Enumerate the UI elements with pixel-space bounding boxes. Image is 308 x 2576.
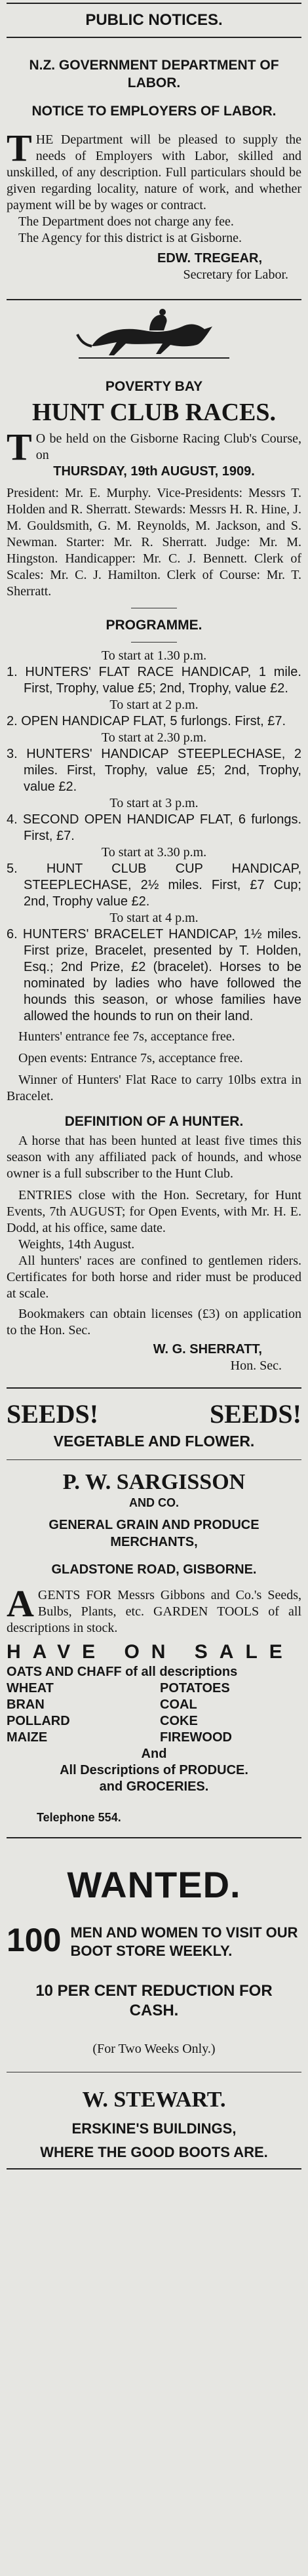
bottom-rule (7, 2168, 301, 2170)
wanted-text: MEN AND WOMEN TO VISIT OUR BOOT STORE WEEKLY. (70, 1924, 298, 1959)
event-start-time: To start at 3 p.m. (109, 796, 199, 810)
seeds-advert (7, 1399, 301, 1825)
seeds-groceries: and GROCERIES. (99, 1779, 209, 1794)
seeds-and: And (141, 1747, 167, 1761)
hunt-club-officials: President: Mr. E. Murphy. Vice-Presidents: Messrs T. Holden and R. Sherratt. Stewards: Messrs H. R. Hine, J. M. Gouldsmith, G. M. Reynolds, M. Jackson, and S. Newman. Starter: Mr. R. Sherratt. Judge: Mr. M. Hingston. Handicapper: Mr. C. J. Bennett. Clerk of Scales: Mr. C. J. Hamilton. Clerk of Course: Mr. T. Sherratt. (7, 486, 301, 599)
section-rule-1 (7, 299, 301, 300)
event-start-time: To start at 1.30 p.m. (101, 648, 207, 663)
programme-rule (131, 642, 177, 643)
seeds-firm-co: AND CO. (129, 1496, 179, 1509)
seeds-address: GLADSTONE ROAD, GISBORNE. (51, 1562, 257, 1577)
wanted-advert (7, 1865, 301, 2162)
seeds-item: FIREWOOD (160, 1730, 232, 1745)
seeds-rule-1 (7, 1459, 301, 1460)
event-item: 1. HUNTERS' FLAT RACE HANDICAP, 1 mile. First, Trophy, value £5; 2nd, Trophy, value £2. (7, 665, 301, 696)
seeds-produce: All Descriptions of PRODUCE. (60, 1763, 248, 1777)
wanted-firm: W. STEWART. (82, 2088, 226, 2112)
top-rule (7, 3, 301, 4)
seeds-business: GENERAL GRAIN AND PRODUCE MERCHANTS, (48, 1518, 260, 1549)
entries-text: ENTRIES close with the Hon. Secretary, for Hunt Events, 7th AUGUST; for Open Events, with Mr. H. E. Dodd, at his office, same date. (7, 1188, 301, 1235)
wanted-number: 100 (7, 1922, 62, 1958)
event-item: 2. OPEN HANDICAP FLAT, 5 furlongs. First, £7. (7, 714, 286, 728)
definition-title: DEFINITION OF A HUNTER. (64, 1114, 244, 1129)
seeds-item: POLLARD (7, 1714, 70, 1728)
labor-department: N.Z. GOVERNMENT DEPARTMENT OF LABOR. (29, 58, 279, 90)
labor-body-3: The Agency for this district is at Gisborne. (18, 231, 242, 245)
programme-title: PROGRAMME. (106, 618, 202, 633)
seeds-item: POTATOES (160, 1681, 230, 1695)
hunt-club-secretary: W. G. SHERRATT, (153, 1342, 262, 1357)
horse-and-rider-engraving (72, 307, 236, 372)
labor-notice (7, 56, 301, 283)
wanted-buildings: ERSKINE'S BUILDINGS, (71, 2120, 237, 2137)
bookmakers-text: Bookmakers can obtain licenses (£3) on application to the Hon. Sec. (7, 1307, 301, 1338)
event-item: 6. HUNTERS' BRACELET HANDICAP, 1½ miles. First prize, Bracelet, presented by T. Holden, Esq.; 2nd Prize, £2 (bracelet). Horses to be nominated by ladies who have followed the hounds this season, or whose families have allowed the hounds to run on their land. (7, 927, 301, 1023)
section-rule-3 (7, 1837, 301, 1838)
event-start-time: To start at 2.30 p.m. (101, 730, 207, 745)
definition-text: A horse that has been hunted at least five times this season with any affiliated pack of hounds, and whose owner is a full subscriber to the Hunt Club. (7, 1134, 301, 1181)
seeds-items-right (160, 1680, 301, 1746)
wanted-reduction: 10 PER CENT REDUCTION FOR CASH. (35, 1982, 273, 2019)
seeds-subhead: VEGETABLE AND FLOWER. (53, 1433, 255, 1450)
hunt-club-intro: TO be held on the Gisborne Racing Club's Course, on (7, 426, 301, 468)
labor-body-1: THE Department will be pleased to supply the needs of Employers with Labor, skilled and unskilled, of any description. Full particulars should be given regarding locality, nature of work, and whether payment will be by wages or contract. (7, 127, 301, 212)
seeds-headline-left: SEEDS! (7, 1399, 99, 1429)
event-item: 4. SECOND OPEN HANDICAP FLAT, 6 furlongs. First, £7. (7, 812, 301, 843)
wanted-duration: (For Two Weeks Only.) (92, 2042, 216, 2056)
hunt-club-org: POVERTY BAY (105, 379, 203, 394)
seeds-headline (7, 1399, 301, 1429)
hunt-club-date: THURSDAY, 19th AUGUST, 1909. (53, 464, 255, 479)
seeds-item: BRAN (7, 1697, 45, 1712)
event-start-time: To start at 4 p.m. (109, 911, 199, 925)
open-events-fee: Open events: Entrance 7s, acceptance free. (18, 1051, 243, 1065)
event-start-time: To start at 3.30 p.m. (101, 845, 207, 860)
wanted-slogan: WHERE THE GOOD BOOTS ARE. (40, 2144, 268, 2160)
hunt-club-title: HUNT CLUB RACES. (32, 399, 276, 426)
seeds-have-on-sale: HAVE ON SALE (7, 1641, 294, 1663)
seeds-agents: AGENTS FOR Messrs Gibbons and Co.'s Seeds, Bulbs, Plants, etc. GARDEN TOOLS of all descriptions in stock. (7, 1582, 301, 1635)
seeds-items (7, 1680, 301, 1746)
seeds-headline-right: SEEDS! (209, 1399, 301, 1429)
labor-signatory: EDW. TREGEAR, (157, 251, 262, 266)
winner-weight-note: Winner of Hunters' Flat Race to carry 10lbs extra in Bracelet. (7, 1073, 301, 1103)
event-start-time: To start at 2 p.m. (109, 698, 199, 712)
header-rule (7, 37, 301, 38)
labor-signatory-title: Secretary for Labor. (183, 268, 288, 282)
seeds-item: COAL (160, 1697, 197, 1712)
hunt-club-secretary-title: Hon. Sec. (230, 1358, 282, 1373)
seeds-telephone: Telephone 554. (37, 1811, 121, 1824)
public-notices-header: PUBLIC NOTICES. (85, 11, 223, 29)
riders-text: All hunters' races are confined to gentlemen riders. Certificates for both horse and rider must be produced at scale. (7, 1254, 301, 1301)
seeds-item: WHEAT (7, 1681, 54, 1695)
hunters-entrance-fee: Hunters' entrance fee 7s, acceptance free. (18, 1029, 235, 1044)
event-item: 5. HUNT CLUB CUP HANDICAP, STEEPLECHASE, 2½ miles. First, £7 Cup; 2nd, Trophy value £2. (7, 862, 301, 909)
section-rule-2 (7, 1387, 301, 1389)
wanted-title: WANTED. (67, 1864, 241, 1905)
seeds-item: MAIZE (7, 1730, 48, 1745)
hunt-club-notice (7, 378, 301, 1374)
seeds-firm: P. W. SARGISSON (62, 1470, 246, 1494)
wanted-offer (7, 1922, 301, 1960)
labor-body-2: The Department does not charge any fee. (18, 214, 234, 229)
seeds-item: COKE (160, 1714, 198, 1728)
newspaper-column (7, 0, 301, 2576)
weights-text: Weights, 14th August. (18, 1237, 135, 1252)
programme-events (7, 648, 301, 1025)
seeds-items-left (7, 1680, 148, 1746)
labor-notice-title: NOTICE TO EMPLOYERS OF LABOR. (31, 104, 277, 119)
seeds-oats: OATS AND CHAFF of all descriptions (7, 1665, 238, 1679)
event-item: 3. HUNTERS' HANDICAP STEEPLECHASE, 2 miles. First, Trophy, value £5; 2nd, Trophy, value £2. (7, 747, 301, 794)
